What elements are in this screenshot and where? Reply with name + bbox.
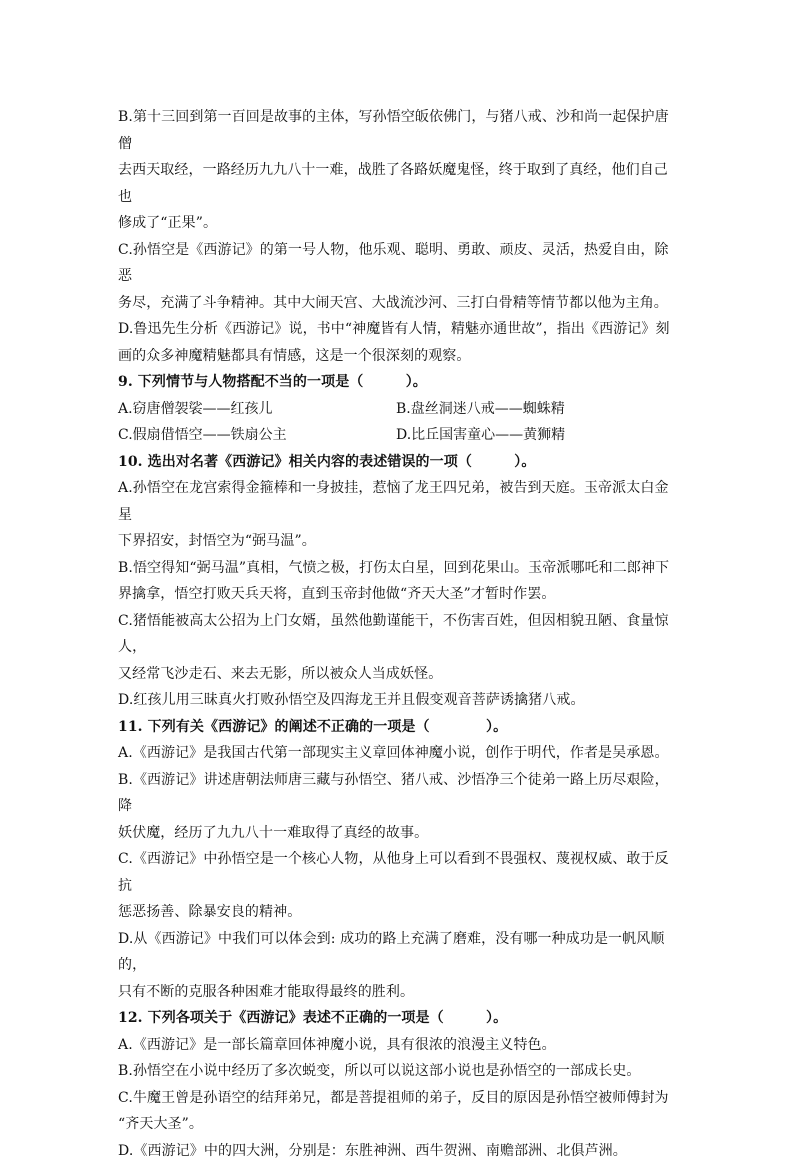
text-line: 妖伏魔，经历了九九八十一难取得了真经的故事。 (118, 820, 680, 847)
text-line: A.《西游记》是一部长篇章回体神魔小说，具有很浓的浪漫主义特色。 (118, 1032, 680, 1059)
text-line: 惩恶扬善、除暴安良的精神。 (118, 899, 680, 926)
text-line: D.从《西游记》中我们可以体会到: 成功的路上充满了磨难，没有哪一种成功是一帆风顺的， (118, 926, 680, 979)
question-9-options-row-1 (118, 396, 680, 423)
text-line: D.《西游记》中的四大洲，分别是：东胜神洲、西牛贺洲、南赡部洲、北俱芦洲。 (118, 1138, 680, 1164)
text-line: 只有不断的克服各种困难才能取得最终的胜利。 (118, 979, 680, 1006)
text-line: C.牛魔王曾是孙语空的结拜弟兄，都是菩提祖师的弟子，反目的原因是孙悟空被师傅封为 (118, 1085, 680, 1112)
text-line: C.《西游记》中孙悟空是一个核心人物，从他身上可以看到不畏强权、蔑视权威、敢于反抗 (118, 846, 680, 899)
text-line: D.鲁迅先生分析《西游记》说，书中“神魔皆有人情，精魅亦通世故”，指出《西游记》刻 (118, 316, 680, 343)
question-9-options-row-2 (118, 422, 680, 449)
text-line: 下界招安，封悟空为“弼马温”。 (118, 528, 680, 555)
text-line: C.猪悟能被高太公招为上门女婿，虽然他勤谨能干，不伤害百姓，但因相貌丑陋、食量惊人， (118, 608, 680, 661)
text-line: 界擒拿，悟空打败天兵天将，直到玉帝封他做“齐天大圣”才暂时作罢。 (118, 581, 680, 608)
question-9-option-d: D.比丘国害童心——黄狮精 (396, 422, 680, 449)
text-line: D.红孩儿用三昧真火打败孙悟空及四海龙王并且假变观音菩萨诱擒猪八戒。 (118, 687, 680, 714)
question-9-option-b: B.盘丝洞迷八戒——蜘蛛精 (396, 396, 680, 423)
text-line: 画的众多神魔精魅都具有情感，这是一个很深刻的观察。 (118, 343, 680, 370)
text-line: B.第十三回到第一百回是故事的主体，写孙悟空皈依佛门，与猪八戒、沙和尚一起保护唐僧 (118, 104, 680, 157)
document-body (118, 104, 680, 1164)
text-line: “齐天大圣”。 (118, 1111, 680, 1138)
text-line: C.孙悟空是《西游记》的第一号人物，他乐观、聪明、勇敢、顽皮、灵活，热爱自由，除恶 (118, 237, 680, 290)
text-line: B.《西游记》讲述唐朝法师唐三藏与孙悟空、猪八戒、沙悟净三个徒弟一路上历尽艰险，降 (118, 767, 680, 820)
text-line: 修成了“正果”。 (118, 210, 680, 237)
text-line: A.《西游记》是我国古代第一部现实主义章回体神魔小说，创作于明代，作者是吴承恩。 (118, 740, 680, 767)
question-9-option-c: C.假扇借悟空——铁扇公主 (118, 422, 396, 449)
question-10-title: 10. 选出对名著《西游记》相关内容的表述错误的一项（ ）。 (118, 449, 680, 476)
question-12-title: 12. 下列各项关于《西游记》表述不正确的一项是（ ）。 (118, 1005, 680, 1032)
text-line: 又经常飞沙走石、来去无影，所以被众人当成妖怪。 (118, 661, 680, 688)
question-11-title: 11. 下列有关《西游记》的阐述不正确的一项是（ ）。 (118, 714, 680, 741)
text-line: 去西天取经，一路经历九九八十一难，战胜了各路妖魔鬼怪，终于取到了真经，他们自己也 (118, 157, 680, 210)
question-9-option-a: A.窃唐僧袈裟——红孩儿 (118, 396, 396, 423)
text-line: A.孙悟空在龙宫索得金箍棒和一身披挂，惹恼了龙王四兄弟，被告到天庭。玉帝派太白金星 (118, 475, 680, 528)
question-9-title: 9. 下列情节与人物搭配不当的一项是（ ）。 (118, 369, 680, 396)
text-line: B.孙悟空在小说中经历了多次蜕变，所以可以说这部小说也是孙悟空的一部成长史。 (118, 1058, 680, 1085)
text-line: B.悟空得知“弼马温”真相，气愤之极，打伤太白星，回到花果山。玉帝派哪吒和二郎神下 (118, 555, 680, 582)
text-line: 务尽，充满了斗争精神。其中大闹天宫、大战流沙河、三打白骨精等情节都以他为主角。 (118, 290, 680, 317)
